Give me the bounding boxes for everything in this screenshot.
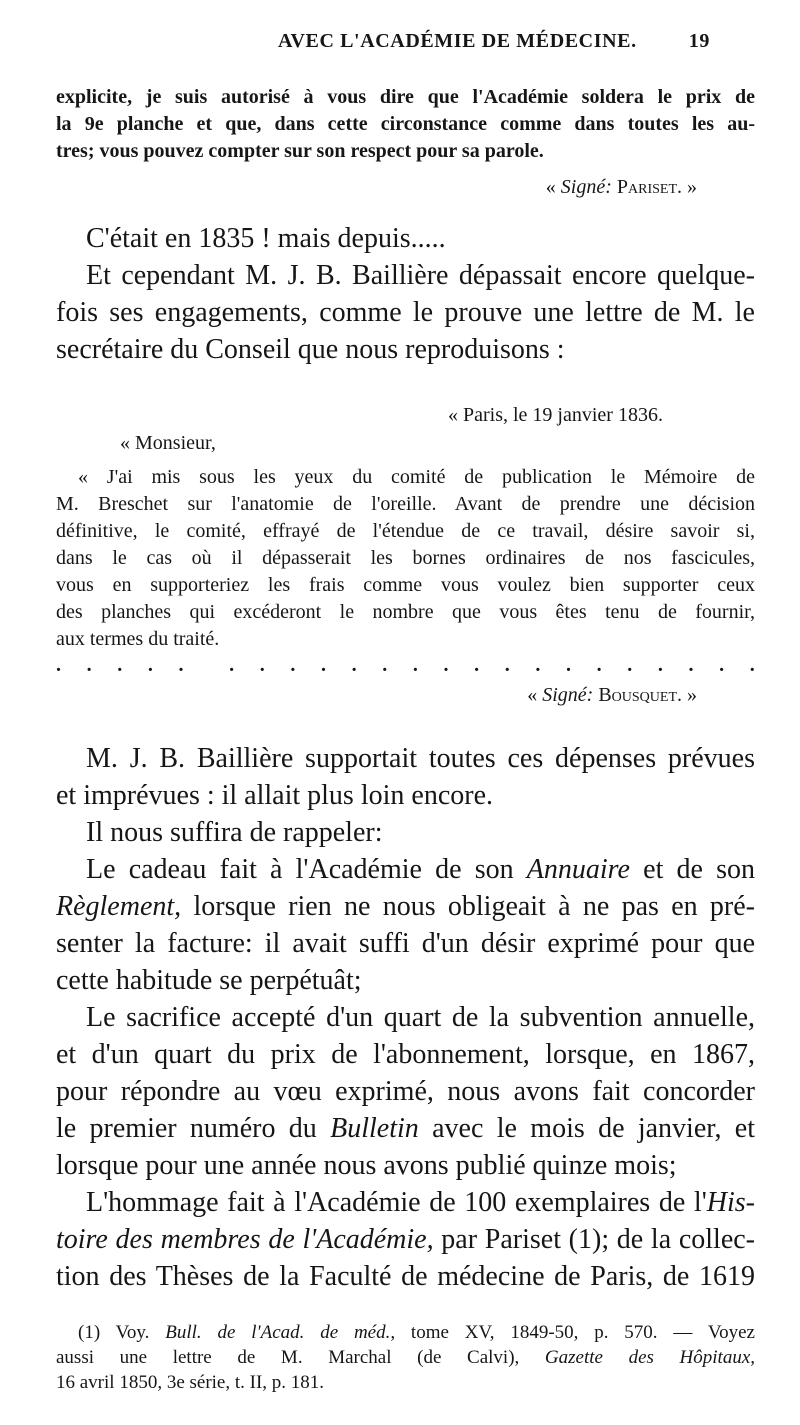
header-title: AVEC L'ACADÉMIE DE MÉDECINE. (278, 30, 637, 52)
paragraph-line: Et cependant M. J. B. Baillière dépassait encore quelque- (86, 260, 755, 291)
page-number: 19 (688, 30, 710, 52)
paragraph-line: et imprévues : il allait plus loin encore. (56, 780, 493, 811)
footnote-line: aussi une lettre de M. Marchal (de Calvi), Gazette des Hôpitaux, (56, 1347, 755, 1368)
paragraph-line: M. J. B. Baillière supportait toutes ces dépenses prévues (86, 743, 755, 774)
paragraph-line: senter la facture: il avait suffi d'un désir exprimé pour que (56, 928, 755, 959)
paragraph-line: Il nous suffira de rappeler: (86, 817, 383, 848)
paragraph-line: la 9e planche et que, dans cette circonstance comme dans toutes les au- (56, 113, 755, 135)
paragraph-line: explicite, je suis autorisé à vous dire que l'Académie soldera le prix de (56, 86, 755, 108)
paragraph-line: Le sacrifice accepté d'un quart de la subvention annuelle, (86, 1002, 755, 1033)
footnote-line: 16 avril 1850, 3e série, t. II, p. 181. (56, 1372, 325, 1393)
paragraph-line: toire des membres de l'Académie, par Pariset (1); de la collec- (56, 1224, 755, 1255)
signature-bousquet: « Signé: Bousquet. » (527, 684, 697, 706)
paragraph-line: C'était en 1835 ! mais depuis..... (86, 223, 446, 254)
paragraph-line: Le cadeau fait à l'Académie de son Annuaire et de son (86, 854, 756, 885)
paragraph-line: tres; vous pouvez compter sur son respect pour sa parole. (56, 140, 544, 162)
letter-line: dans le cas où il dépasserait les bornes ordinaires de nos fascicules, (56, 547, 755, 569)
letter-line: vous en supporteriez les frais comme vous voulez bien supporter ceux (56, 574, 755, 596)
letter-salutation: « Monsieur, (120, 432, 216, 454)
letter-line: des planches qui excéderont le nombre que vous êtes tenu de fournir, (56, 601, 755, 623)
letter-line: définitive, le comité, effrayé de l'étendue de ce travail, désire savoir si, (56, 520, 755, 542)
letter-dateline: « Paris, le 19 janvier 1836. (448, 404, 663, 426)
paragraph-line: secrétaire du Conseil que nous reproduisons : (56, 334, 565, 365)
letter-line: aux termes du traité. (56, 628, 220, 650)
ellipsis-dots: . . . . . . . . . . . . . . . . . . . . . . . (56, 654, 755, 676)
letter-line: « J'ai mis sous les yeux du comité de publication le Mémoire de (78, 466, 755, 488)
footnote-line: (1) Voy. Bull. de l'Acad. de méd., tome XV, 1849-50, p. 570. — Voyez (78, 1322, 755, 1343)
paragraph-line: L'hommage fait à l'Académie de 100 exemplaires de l'His- (86, 1187, 755, 1218)
paragraph-line: lorsque pour une année nous avons publié quinze mois; (56, 1150, 677, 1181)
paragraph-line: pour répondre au vœu exprimé, nous avons fait concorder (56, 1076, 755, 1107)
paragraph-line: cette habitude se perpétuât; (56, 965, 362, 996)
paragraph-line: Règlement, lorsque rien ne nous obligeait à ne pas en pré- (56, 891, 755, 922)
signature-pariset: « Signé: Pariset. » (545, 176, 697, 198)
paragraph-line: tion des Thèses de la Faculté de médecine de Paris, de 1619 (56, 1261, 755, 1292)
paragraph-line: fois ses engagements, comme le prouve une lettre de M. le (56, 297, 755, 328)
letter-line: M. Breschet sur l'anatomie de l'oreille. Avant de prendre une décision (56, 493, 755, 515)
paragraph-line: le premier numéro du Bulletin avec le mois de janvier, et (56, 1113, 755, 1144)
paragraph-line: et d'un quart du prix de l'abonnement, lorsque, en 1867, (56, 1039, 755, 1070)
